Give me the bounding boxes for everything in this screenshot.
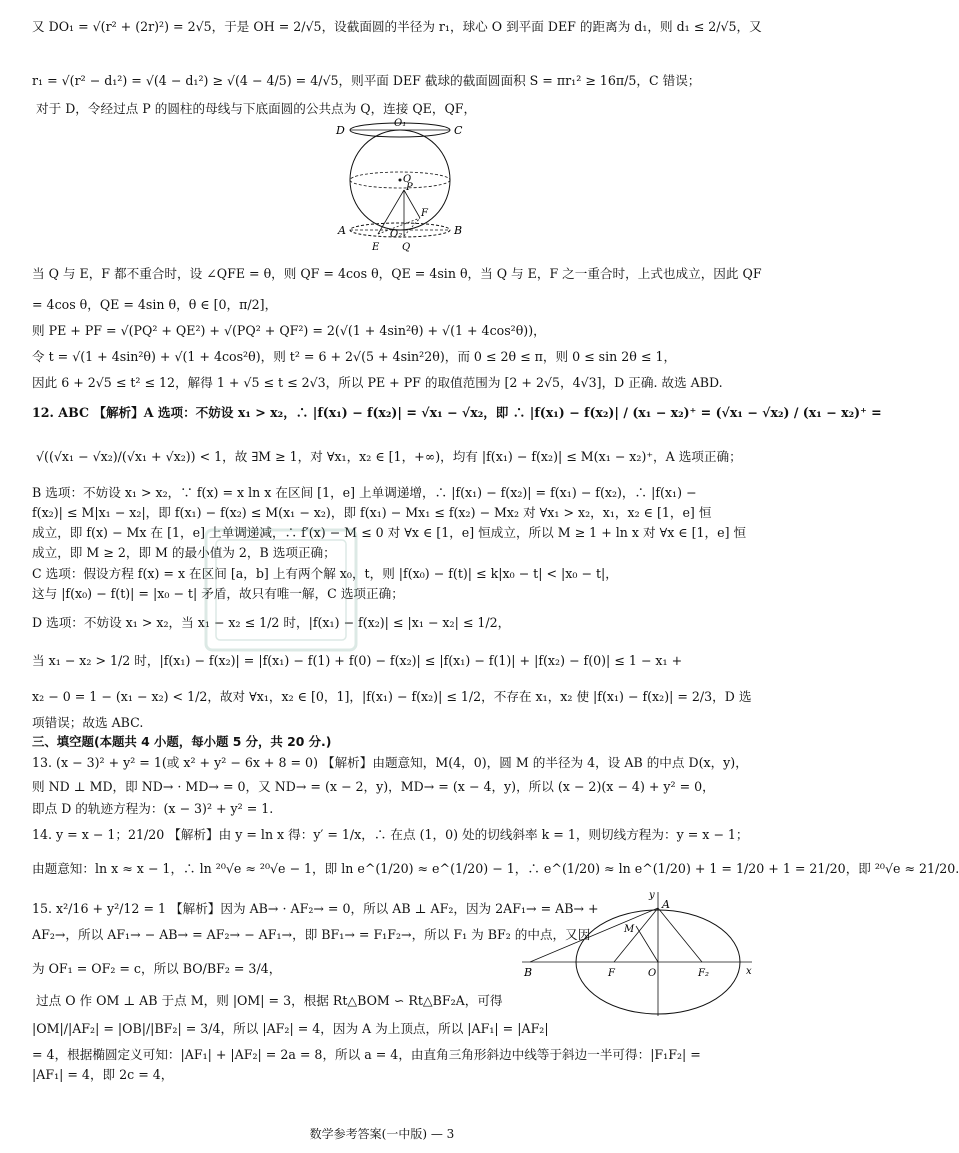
text-line: x₂ − 0 = 1 − (x₁ − x₂) < 1/2，故对 ∀x₁，x₂ ∈ [0，1]，|f(x₁) − f(x₂)| ≤ 1/2，不存在 x₁，x₂ 使 |f(x₁) − f(x₂)| = 2/3，D 选 <box>32 689 752 704</box>
label-y: y <box>649 890 655 901</box>
label-A: A <box>662 898 670 911</box>
text-line: 令 t = √(1 + 4sin²θ) + √(1 + 4cos²θ)，则 t² = 6 + 2√(5 + 4sin²2θ)，而 0 ≤ 2θ ≤ π，则 0 ≤ sin 2θ ≤ 1， <box>32 349 677 364</box>
text-line: 为 OF₁ = OF₂ = c，所以 BO/BF₂ = 3/4， <box>32 961 282 976</box>
label-D: D <box>336 124 345 137</box>
label-F2: F₂ <box>698 968 709 979</box>
label-O: O <box>403 174 412 185</box>
text-line: f(x₂)| ≤ M|x₁ − x₂|，即 f(x₁) − f(x₂) ≤ M(x₁ − x₂)，即 f(x₁) − Mx₁ ≤ f(x₂) − Mx₂ 对 ∀x₁ > x₂，x₁，x₂ ∈ [1，e] 恒 <box>32 505 712 520</box>
label-B: B <box>524 966 533 979</box>
label-O: O <box>648 968 657 979</box>
text-line: r₁ = √(r² − d₁²) = √(4 − d₁²) ≥ √(4 − 4/5) = 4/√5，则平面 DEF 截球的截面圆面积 S = πr₁² ≥ 16π/5，C 错误； <box>32 73 701 88</box>
problem-14: 14. y = x − 1；21/20 【解析】由 y = ln x 得：y′ = 1/x，∴ 在点 (1，0) 处的切线斜率 k = 1，则切线方程为：y = x − 1； <box>32 827 749 842</box>
text-line: 由题意知：ln x ≈ x − 1，∴ ln ²⁰√e ≈ ²⁰√e − 1，即 ln e^(1/20) ≈ e^(1/20) − 1，∴ e^(1/20) ≈ ln e^(1/20) + 1 = 1/20 + 1 = 21/20，即 ²⁰√e ≈ 21/20. <box>32 861 959 876</box>
label-A: A <box>338 224 346 237</box>
text-line: B 选项：不妨设 x₁ > x₂，∵ f(x) = x ln x 在区间 [1，e] 上单调递增，∴ |f(x₁) − f(x₂)| = f(x₁) − f(x₂)，∴ |f(x₁) − <box>32 485 697 500</box>
label-x: x <box>746 966 752 977</box>
text-line: |OM|/|AF₂| = |OB|/|BF₂| = 3/4，所以 |AF₂| = 4，因为 A 为上顶点，所以 |AF₁| = |AF₂| <box>32 1021 549 1036</box>
text-line: 因此 6 + 2√5 ≤ t² ≤ 12，解得 1 + √5 ≤ t ≤ 2√3，所以 PE + PF 的取值范围为 [2 + 2√5，4√3]，D 正确. 故选 ABD. <box>32 375 723 390</box>
text-line: = 4，根据椭圆定义可知：|AF₁| + |AF₂| = 2a = 8，所以 a = 4，由直角三角形斜边中线等于斜边一半可得：|F₁F₂| = <box>32 1047 701 1062</box>
text-line: D 选项：不妨设 x₁ > x₂，当 x₁ − x₂ ≤ 1/2 时，|f(x₁) − f(x₂)| ≤ |x₁ − x₂| ≤ 1/2， <box>32 615 511 630</box>
text-line: |AF₁| = 4，即 2c = 4， <box>32 1067 174 1082</box>
text-line: 成立，即 M ≥ 2，即 M 的最小值为 2，B 选项正确； <box>32 545 336 560</box>
text-line: 当 x₁ − x₂ > 1/2 时，|f(x₁) − f(x₂)| = |f(x₁) − f(1) + f(0) − f(x₂)| ≤ |f(x₁) − f(1)| + |f(x₂) − f(0)| ≤ 1 − x₁ + <box>32 653 683 668</box>
label-Q: Q <box>402 242 411 253</box>
label-C: C <box>454 124 463 137</box>
watermark-stamp <box>196 520 366 660</box>
sphere-cylinder-figure <box>330 118 470 260</box>
text-line: 则 ND ⊥ MD，即 ND→ · MD→ = 0，又 ND→ = (x − 2，y)，MD→ = (x − 4，y)，所以 (x − 2)(x − 4) + y² = 0， <box>32 779 715 794</box>
text-line: 当 Q 与 E，F 都不重合时，设 ∠QFE = θ，则 QF = 4cos θ，QE = 4sin θ，当 Q 与 E，F 之一重合时，上式也成立，因此 QF <box>32 266 762 281</box>
label-F: F <box>421 208 428 219</box>
label-O1: O₁ <box>394 118 407 129</box>
text-line: 这与 |f(x₀) − f(t)| = |x₀ − t| 矛盾，故只有唯一解，C 选项正确； <box>32 586 404 601</box>
section-heading: 三、填空题(本题共 4 小题，每小题 5 分，共 20 分.) <box>32 734 332 749</box>
text-line: 又 DO₁ = √(r² + (2r)²) = 2√5，于是 OH = 2/√5，设截面圆的半径为 r₁，球心 O 到平面 DEF 的距离为 d₁，则 d₁ ≤ 2/√5，又 <box>32 19 762 34</box>
text-line: 成立，即 f(x) − Mx 在 [1，e] 上单调递减，∴ f′(x) − M ≤ 0 对 ∀x ∈ [1，e] 恒成立，所以 M ≥ 1 + ln x 对 ∀x ∈ [1，e] 恒 <box>32 525 747 540</box>
problem-12-title: 12. ABC 【解析】A 选项：不妨设 x₁ > x₂，∴ |f(x₁) − f(x₂)| = √x₁ − √x₂，即 ∴ |f(x₁) − f(x₂)| / (x₁ − x₂)⁺ = (√x₁ − √x₂) / (x₁ − x₂)⁺ = <box>32 405 882 420</box>
text-line: √((√x₁ − √x₂)/(√x₁ + √x₂)) < 1，故 ∃M ≥ 1，对 ∀x₁，x₂ ∈ [1，+∞)，均有 |f(x₁) − f(x₂)| ≤ M(x₁ − x₂)⁺，A 选项正确； <box>36 449 742 464</box>
problem-15: 15. x²/16 + y²/12 = 1 【解析】因为 AB→ · AF₂→ = 0，所以 AB ⊥ AF₂，因为 2AF₁→ = AB→ + <box>32 901 599 916</box>
text-line: AF₂→，所以 AF₁→ − AB→ = AF₂→ − AF₁→，即 BF₁→ = F₁F₂→，所以 F₁ 为 BF₂ 的中点，又因 <box>32 927 591 942</box>
label-O2: O₂ <box>390 229 403 240</box>
text-line: C 选项：假设方程 f(x) = x 在区间 [a，b] 上有两个解 x₀，t，则 |f(x₀) − f(t)| ≤ k|x₀ − t| < |x₀ − t|， <box>32 566 618 581</box>
text-line: 对于 D，令经过点 P 的圆柱的母线与下底面圆的公共点为 Q，连接 QE，QF， <box>36 101 477 116</box>
label-E: E <box>372 242 380 253</box>
text-line: 项错误；故选 ABC. <box>32 715 144 730</box>
label-M: M <box>624 924 635 935</box>
label-B: B <box>454 224 463 237</box>
text-line: = 4cos θ，QE = 4sin θ，θ ∈ [0，π/2]， <box>32 297 278 312</box>
text-line: 则 PE + PF = √(PQ² + QE²) + √(PQ² + QF²) = 2(√(1 + 4sin²θ) + √(1 + 4cos²θ))， <box>32 323 546 338</box>
text-line: 即点 D 的轨迹方程为：(x − 3)² + y² = 1. <box>32 801 274 816</box>
label-P: P <box>406 182 413 193</box>
page-footer: 数学参考答案(一中版) — 3 <box>309 1127 455 1141</box>
problem-13: 13. (x − 3)² + y² = 1(或 x² + y² − 6x + 8 = 0) 【解析】由题意知，M(4，0)，圆 M 的半径为 4，设 AB 的中点 D(x，y)， <box>32 755 748 770</box>
label-F: F <box>608 968 615 979</box>
text-line: 过点 O 作 OM ⊥ AB 于点 M，则 |OM| = 3，根据 Rt△BOM ∽ Rt△BF₂A，可得 <box>36 993 503 1008</box>
